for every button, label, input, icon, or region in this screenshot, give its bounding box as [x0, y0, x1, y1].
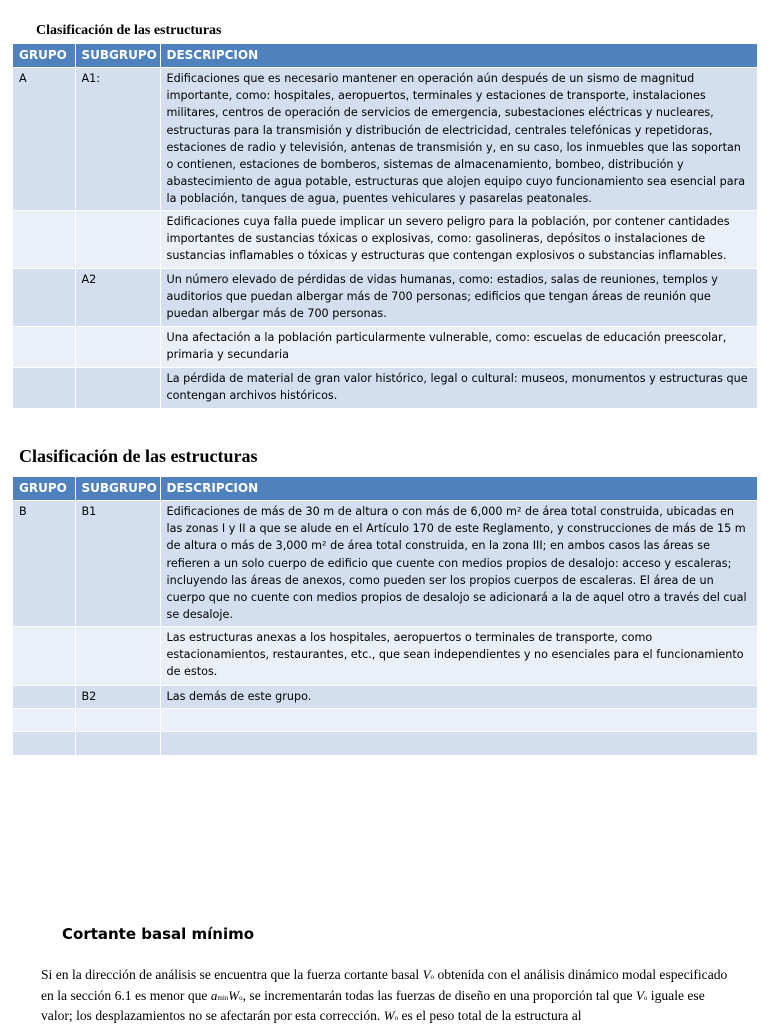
table-row — [13, 709, 757, 732]
cell-subgrupo: A2 — [75, 268, 160, 326]
cell-subgrupo — [75, 210, 160, 268]
header-subgrupo: SUBGRUPO — [75, 477, 160, 501]
cell-descripcion: Las demás de este grupo. — [160, 686, 757, 709]
symbol-v0: V — [635, 987, 644, 1003]
table-row — [13, 367, 757, 408]
cell-subgrupo — [75, 367, 160, 408]
cell-descripcion — [160, 709, 757, 732]
cell-grupo: B — [13, 501, 75, 627]
header-descripcion: DESCRIPCION — [160, 44, 757, 68]
table-row — [13, 627, 757, 686]
paragraph-text: Si en la dirección de análisis se encuentra que la fuerza cortante basal — [41, 967, 423, 982]
cell-descripcion — [160, 732, 757, 755]
table-row — [13, 210, 757, 268]
symbol-w0-subscript: o — [394, 1014, 399, 1023]
cell-descripcion: Una afectación a la población particularmente vulnerable, como: escuelas de educación preescolar, primaria y secundaria — [160, 326, 757, 367]
table-header-row — [13, 44, 757, 68]
cell-grupo — [13, 326, 75, 367]
paragraph-text: , se incrementarán todas las fuerzas de diseño en una proporción tal que — [242, 987, 636, 1003]
classification-table-group-a — [13, 44, 757, 408]
header-subgrupo: SUBGRUPO — [75, 44, 160, 68]
table-row — [13, 686, 757, 709]
table2-title: Clasificación de las estructuras — [19, 446, 258, 466]
table1-title: Clasificación de las estructuras — [36, 23, 222, 38]
section-paragraph — [41, 966, 731, 1028]
table-row — [13, 68, 757, 211]
cell-grupo — [13, 709, 75, 732]
cell-subgrupo: B2 — [75, 686, 160, 709]
cell-grupo — [13, 627, 75, 686]
paragraph-text: obtenida con el análisis dinámico modal especificado en la sección 6.1 es menor que — [41, 967, 728, 1003]
cell-descripcion: La pérdida de material de gran valor histórico, legal o cultural: museos, monumentos y estructuras que contengan archivos históricos. — [160, 367, 757, 408]
symbol-v0-subscript: o — [643, 993, 648, 1002]
cell-descripcion: Edificaciones cuya falla puede implicar un severo peligro para la población, por contener cantidades importantes de sustancias tóxicas o explosivas, como: gasolineras, depósitos o instalaciones de sustancias inflamables o tóxicas y estructuras que contengan explosivos o substancias inflamables. — [160, 210, 757, 268]
paragraph-text: es el peso total de la estructura al — [398, 1008, 582, 1024]
cell-subgrupo — [75, 709, 160, 732]
table-row — [13, 268, 757, 326]
symbol-w0-subscript: o — [239, 993, 243, 1002]
cell-grupo — [13, 686, 75, 709]
cell-grupo — [13, 268, 75, 326]
cell-grupo — [13, 367, 75, 408]
table-row — [13, 732, 757, 755]
table-header-row — [13, 477, 757, 501]
classification-table-group-b — [13, 477, 757, 755]
symbol-amin: a — [210, 987, 218, 1003]
section-heading: Cortante basal mínimo — [62, 925, 255, 943]
table-row — [13, 326, 757, 367]
header-grupo: GRUPO — [13, 44, 75, 68]
cell-grupo — [13, 732, 75, 755]
cell-descripcion: Las estructuras anexas a los hospitales, aeropuertos o terminales de transporte, como estacionamientos, restaurantes, etc., que sean independientes y no esenciales para el funcionamiento de estos. — [160, 627, 757, 686]
cell-descripcion: Un número elevado de pérdidas de vidas humanas, como: estadios, salas de reuniones, templos y auditorios que puedan albergar más de 700 personas; edificios que tengan áreas de reunión que puedan albergar más de 700 personas. — [160, 268, 757, 326]
cell-subgrupo — [75, 326, 160, 367]
table-row — [13, 501, 757, 627]
symbol-w0: W — [383, 1008, 395, 1024]
symbol-w0: W — [228, 987, 240, 1003]
header-descripcion: DESCRIPCION — [160, 477, 757, 501]
header-grupo: GRUPO — [13, 477, 75, 501]
cell-subgrupo — [75, 627, 160, 686]
symbol-v0-subscript: o — [430, 973, 435, 981]
symbol-amin-subscript: min — [217, 993, 229, 1002]
cell-subgrupo — [75, 732, 160, 755]
symbol-v0: V — [422, 967, 431, 982]
cell-subgrupo: B1 — [75, 501, 160, 627]
cell-descripcion: Edificaciones que es necesario mantener en operación aún después de un sismo de magnitud importante, como: hospitales, aeropuertos, terminales y estaciones de transporte, instalaciones militares, centros de operación de servicios de emergencia, subestaciones eléctricas y nucleares, estructuras para la transmisión y distribución de electricidad, centrales telefónicas y repetidoras, estaciones de radio y televisión, antenas de transmisión y, en su caso, los inmuebles que las soportan o contienen, estaciones de bomberos, sistemas de almacenamiento, bombeo, distribución y abastecimiento de agua potable, estructuras que alojen equipo cuyo funcionamiento sea esencial para la población, tanques de agua, puentes vehiculares y pasarelas peatonales. — [160, 68, 757, 211]
cell-subgrupo: A1: — [75, 68, 160, 211]
paragraph-text: iguale ese valor; los desplazamientos no se afectarán por esta corrección. — [41, 987, 705, 1024]
cell-grupo: A — [13, 68, 75, 211]
cell-descripcion: Edificaciones de más de 30 m de altura o con más de 6,000 m² de área total construida, ubicadas en las zonas I y II a que se alude en el Artículo 170 de este Reglamento, y construcciones de más de 15 m de altura o más de 3,000 m² de área total construida, en la zona III; en ambos casos las áreas se refieren a un solo cuerpo de edificio que cuente con medios propios de desalojo: acceso y escaleras; incluyendo las áreas de anexos, como pueden ser los propios cuerpos de escaleras. El área de un cuerpo que no cuente con medios propios de desalojo se adicionará a la de aquel otro a través del cual se desaloje. — [160, 501, 757, 627]
cell-grupo — [13, 210, 75, 268]
